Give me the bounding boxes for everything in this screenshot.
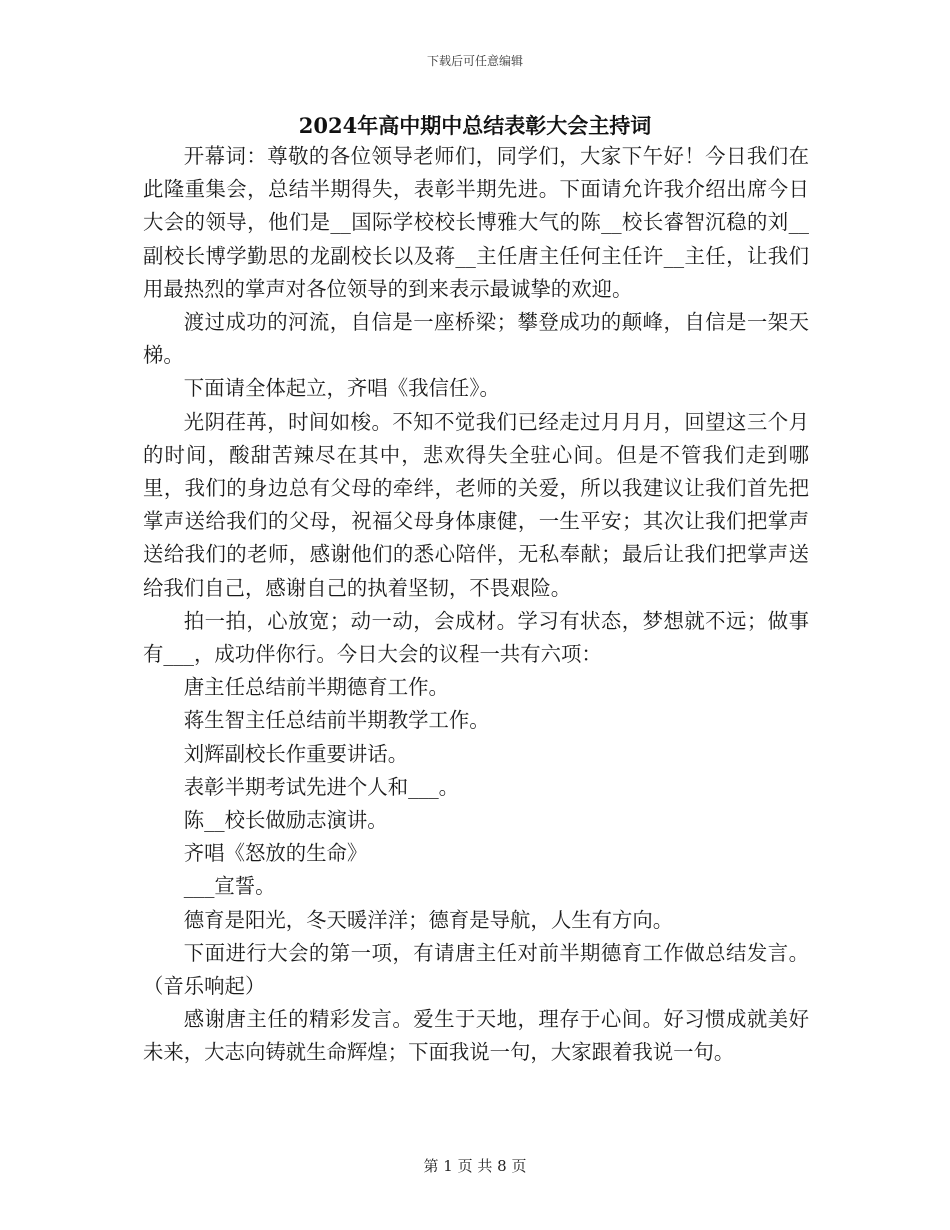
paragraph: 下面请全体起立，齐唱《我信任》。 [183,376,500,401]
agenda-item: 陈__校长做励志演讲。 [183,808,388,833]
document-body [143,140,809,1070]
agenda-item: 唐主任总结前半期德育工作。 [183,675,449,700]
paragraph: 拍一拍，心放宽；动一动，会成材。学习有状态，梦想就不远；做事有___，成功伴你行。今日大会的议程一共有六项： [143,608,809,667]
page-header-note: 下载后可任意编辑 [426,54,523,68]
paragraph: 下面进行大会的第一项，有请唐主任对前半期德育工作做总结发言。（音乐响起） [143,940,809,999]
agenda-item: 表彰半期考试先进个人和___。 [183,774,460,799]
page-number: 第 1 页 共 8 页 [423,1157,527,1175]
agenda-item: 齐唱《怒放的生命》 [183,841,368,866]
paragraph: 渡过成功的河流，自信是一座桥梁；攀登成功的颠峰，自信是一架天梯。 [143,310,809,368]
paragraph: 德育是阳光，冬天暖洋洋；德育是导航，人生有方向。 [183,907,674,932]
agenda-item: ___宣誓。 [183,874,276,899]
paragraph: 感谢唐主任的精彩发言。爱生于天地，理存于心间。好习惯成就美好未来，大志向铸就生命辉煌；下面我说一句，大家跟着我说一句。 [143,1007,809,1065]
paragraph: 光阴荏苒，时间如梭。不知不觉我们已经走过月月月，回望这三个月的时间，酸甜苦辣尽在其中，悲欢得失全驻心间。但是不管我们走到哪里，我们的身边总有父母的牵绊，老师的关爱，所以我建议让我们首先把掌声送给我们的父母，祝福父母身体康健，一生平安；其次让我们把掌声送给我们的老师，感谢他们的悉心陪伴，无私奉献；最后让我们把掌声送给我们自己，感谢自己的执着坚韧，不畏艰险。 [143,409,809,600]
paragraph-opening: 开幕词：尊敬的各位领导老师们，同学们，大家下午好！今日我们在此隆重集会，总结半期得失，表彰半期先进。下面请允许我介绍出席今日大会的领导，他们是__国际学校校长博雅大气的陈__校长睿智沉稳的刘__副校长博学勤思的龙副校长以及蒋__主任唐主任何主任许__主任，让我们用最热烈的掌声对各位领导的到来表示最诚挚的欢迎。 [143,144,809,301]
agenda-item: 蒋生智主任总结前半期教学工作。 [183,708,490,733]
document-title: 2024年高中期中总结表彰大会主持词 [298,113,652,138]
agenda-item: 刘辉副校长作重要讲话。 [183,741,409,766]
